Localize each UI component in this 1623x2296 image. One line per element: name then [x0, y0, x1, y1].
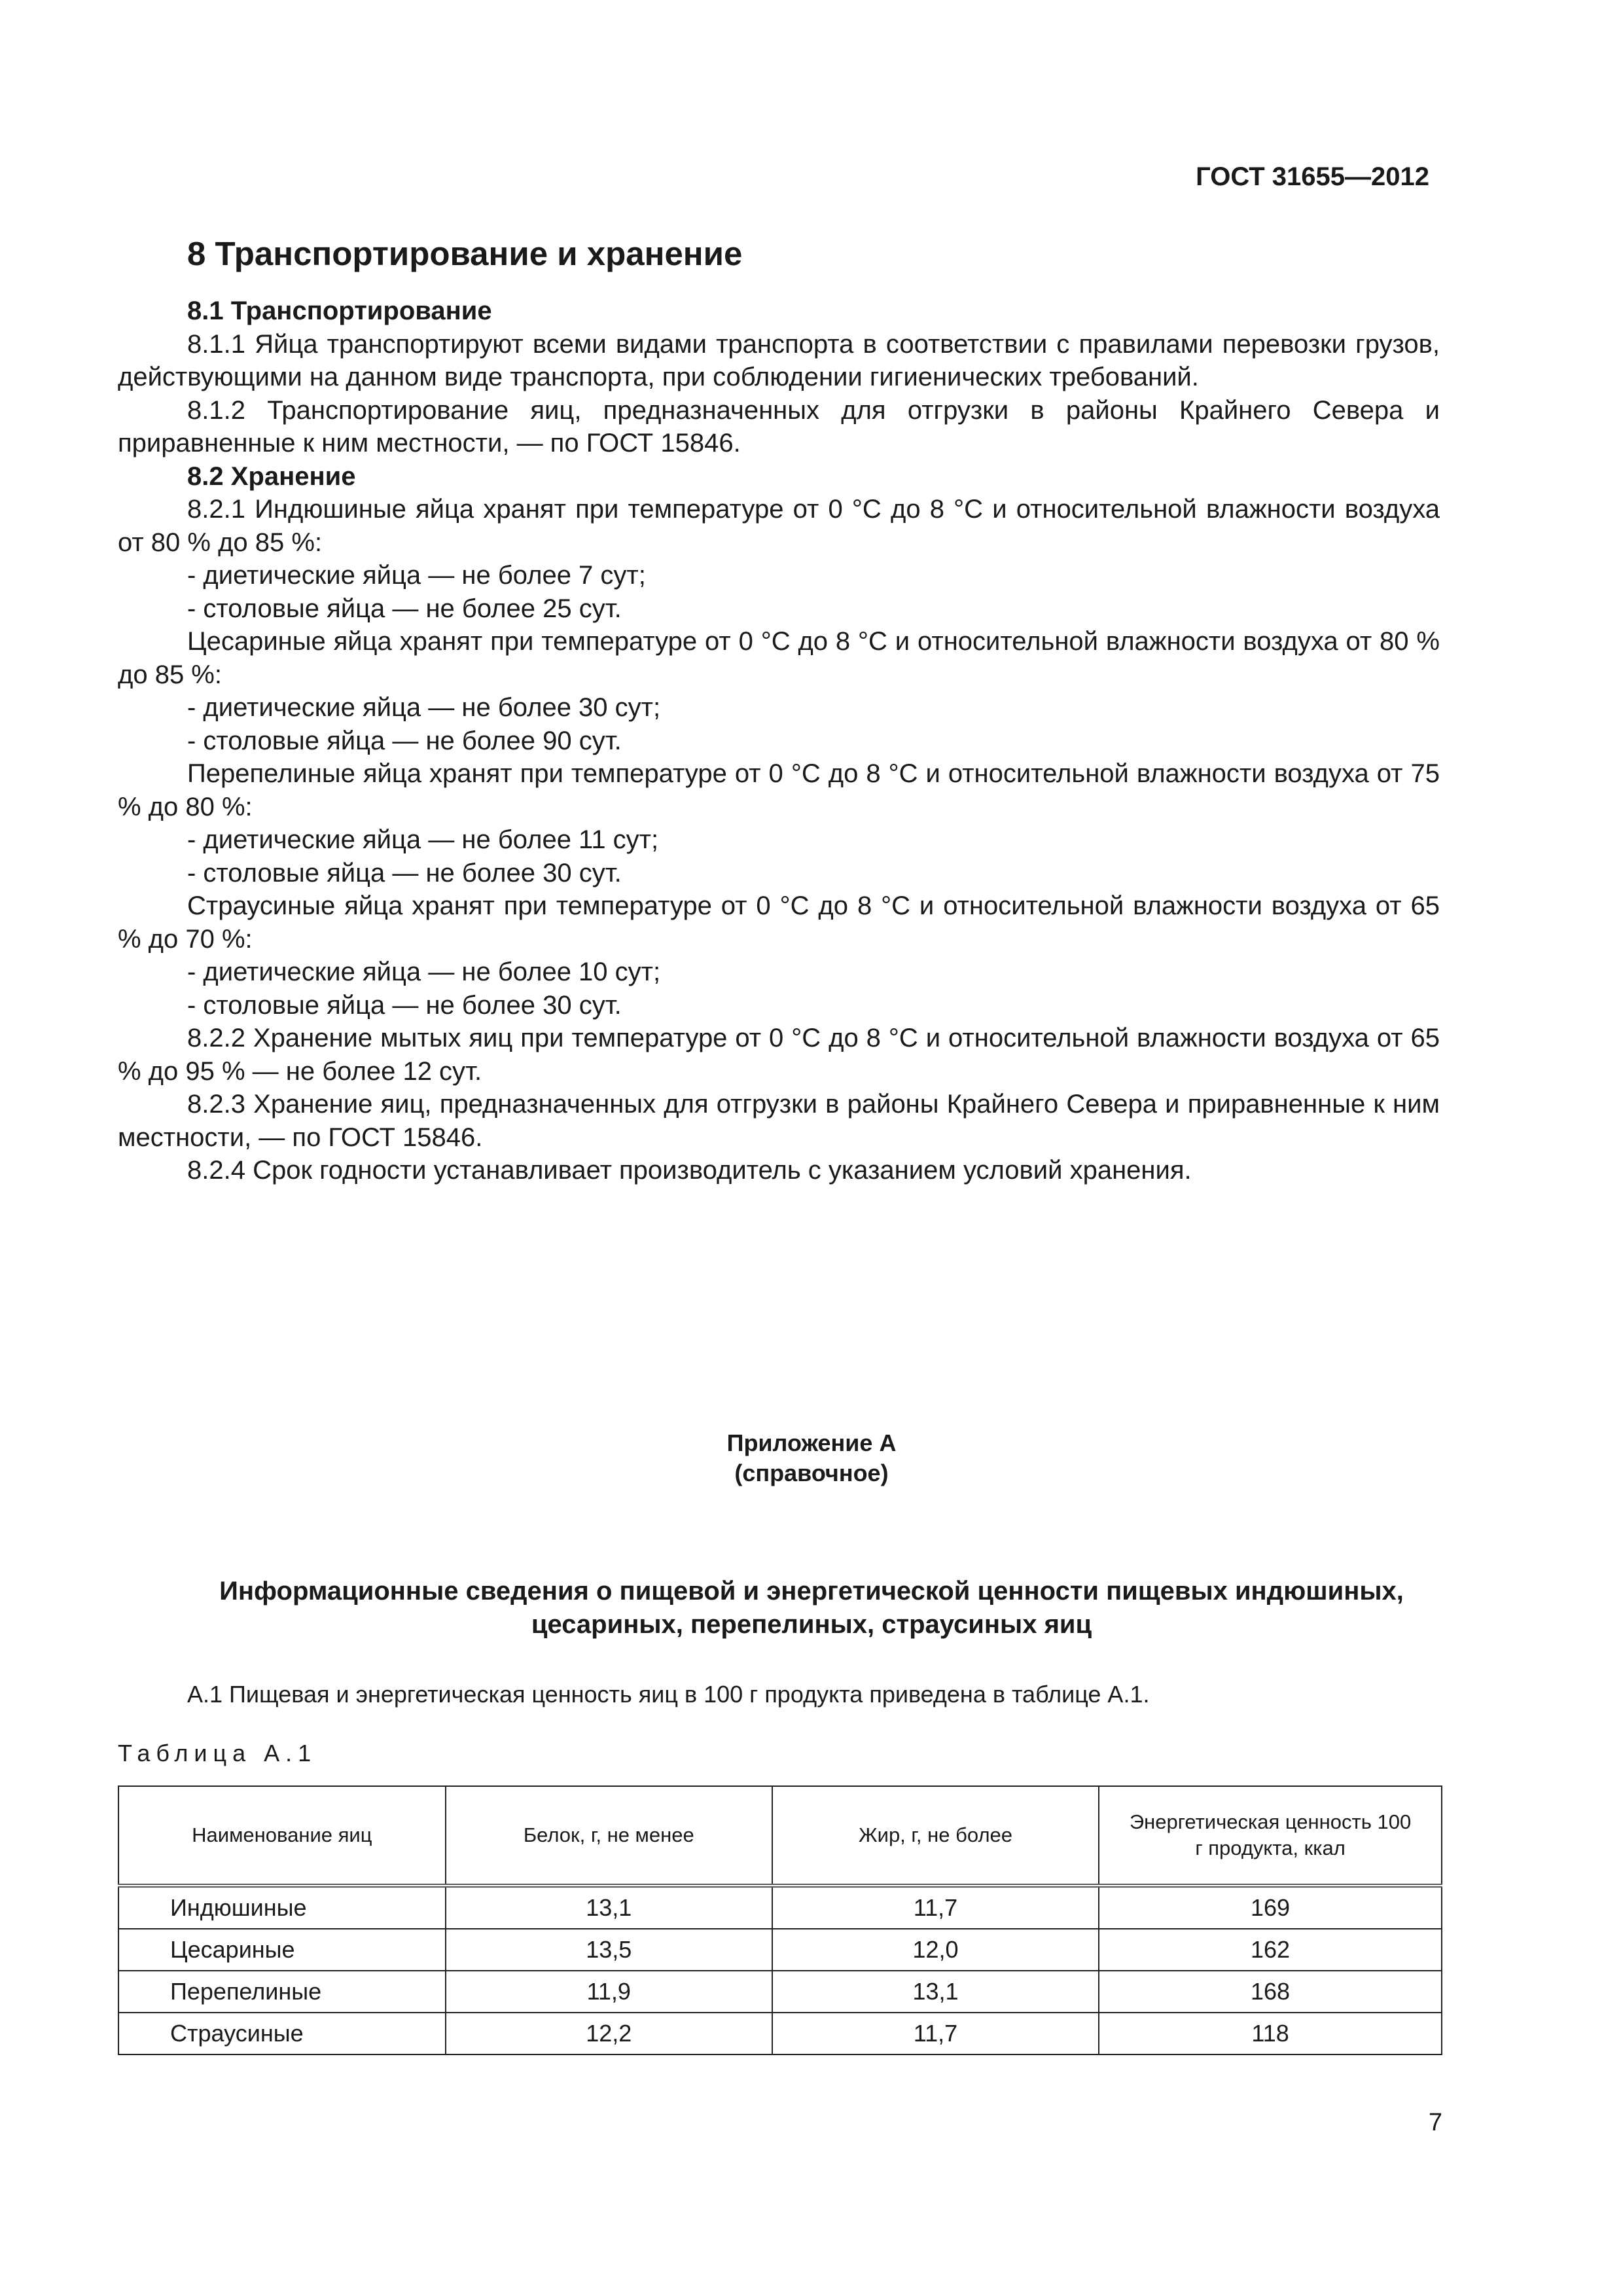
page-number: 7 — [1428, 2109, 1442, 2136]
table-cell: 13,1 — [446, 1886, 772, 1929]
list-item: - диетические яйца — не более 10 сут; — [187, 958, 661, 986]
subsection-title-transport: 8.1 Транспортирование — [187, 296, 492, 325]
paragraph-ostrich: Страусиные яйца хранят при температуре от 0 °С до 8 °С и относительной влажности воздуха от 65 % до 70 %: — [118, 891, 1440, 954]
annex-heading — [0, 1428, 1623, 1488]
table-cell: 13,1 — [772, 1971, 1099, 2013]
table-cell: Перепелиные — [118, 1971, 446, 2013]
annex-title — [144, 1575, 1479, 1641]
paragraph-a-1: А.1 Пищевая и энергетическая ценность яиц в 100 г продукта приведена в таблице А.1. — [187, 1681, 1150, 1708]
table-row — [118, 2013, 1442, 2054]
table-cell: 11,7 — [772, 1886, 1099, 1929]
list-item: - столовые яйца — не более 25 сут. — [187, 594, 622, 623]
table-cell: Индюшиные — [118, 1886, 446, 1929]
annex-title-line: цесариных, перепелиных, страусиных яиц — [531, 1610, 1092, 1639]
nutrition-table — [118, 1785, 1442, 2055]
list-item: - диетические яйца — не более 7 сут; — [187, 561, 646, 590]
annex-label: Приложение А — [726, 1429, 897, 1456]
table-cell: 162 — [1099, 1929, 1442, 1971]
annex-kind: (справочное) — [734, 1460, 889, 1486]
paragraph-8-2-2: 8.2.2 Хранение мытых яиц при температуре от 0 °С до 8 °С и относительной влажности воздуха от 65 % до 95 % — не более 12 сут. — [118, 1024, 1440, 1086]
column-header: Наименование яиц — [118, 1786, 446, 1886]
table-cell: Цесариные — [118, 1929, 446, 1971]
paragraph-8-2-4: 8.2.4 Срок годности устанавливает производитель с указанием условий хранения. — [187, 1156, 1192, 1185]
table-row — [118, 1929, 1442, 1971]
section-title: 8 Транспортирование и хранение — [187, 235, 743, 272]
table-cell: 13,5 — [446, 1929, 772, 1971]
table-cell: 118 — [1099, 2013, 1442, 2054]
subsection-title-storage: 8.2 Хранение — [187, 461, 356, 491]
section-body — [118, 295, 1440, 1187]
list-item: - столовые яйца — не более 30 сут. — [187, 990, 622, 1020]
table-cell: Страусиные — [118, 2013, 446, 2054]
table-cell: 12,2 — [446, 2013, 772, 2054]
table-cell: 12,0 — [772, 1929, 1099, 1971]
column-header: Жир, г, не более — [772, 1786, 1099, 1886]
paragraph-quail: Перепелиные яйца хранят при температуре от 0 °С до 8 °С и относительной влажности воздуха от 75 % до 80 %: — [118, 759, 1440, 821]
list-item: - столовые яйца — не более 30 сут. — [187, 858, 622, 888]
list-item: - столовые яйца — не более 90 сут. — [187, 726, 622, 755]
paragraph-guinea: Цесариные яйца хранят при температуре от 0 °С до 8 °С и относительной влажности воздуха от 80 % до 85 %: — [118, 627, 1440, 689]
paragraph-8-1-1: 8.1.1 Яйца транспортируют всеми видами транспорта в соответствии с правилами перевозки грузов, действующими на данном виде транспорта, при соблюдении гигиенических требований. — [118, 329, 1440, 391]
list-item: - диетические яйца — не более 30 сут; — [187, 693, 661, 722]
table-cell: 11,7 — [772, 2013, 1099, 2054]
table-cell: 11,9 — [446, 1971, 772, 2013]
column-header-text: Энергетическая ценность 100 г продукта, ккал — [1129, 1810, 1412, 1859]
table-cell: 169 — [1099, 1886, 1442, 1929]
column-header: Белок, г, не менее — [446, 1786, 772, 1886]
table-header-row — [118, 1786, 1442, 1886]
paragraph-8-2-3: 8.2.3 Хранение яиц, предназначенных для отгрузки в районы Крайнего Севера и приравненные к ним местности, — по ГОСТ 15846. — [118, 1090, 1440, 1152]
table-cell: 168 — [1099, 1971, 1442, 2013]
paragraph-8-1-2: 8.1.2 Транспортирование яиц, предназначенных для отгрузки в районы Крайнего Севера и приравненные к ним местности, — по ГОСТ 15846. — [118, 395, 1440, 457]
annex-title-line: Информационные сведения о пищевой и энергетической ценности пищевых индюшиных, — [219, 1577, 1404, 1605]
document-code: ГОСТ 31655—2012 — [1196, 162, 1429, 191]
paragraph-8-2-1: 8.2.1 Индюшиные яйца хранят при температуре от 0 °С до 8 °С и относительной влажности воздуха от 80 % до 85 %: — [118, 495, 1440, 557]
column-header — [1099, 1786, 1442, 1886]
table-caption: Таблица А.1 — [118, 1740, 317, 1767]
table-row — [118, 1971, 1442, 2013]
list-item: - диетические яйца — не более 11 сут; — [187, 825, 659, 854]
table-row — [118, 1886, 1442, 1929]
